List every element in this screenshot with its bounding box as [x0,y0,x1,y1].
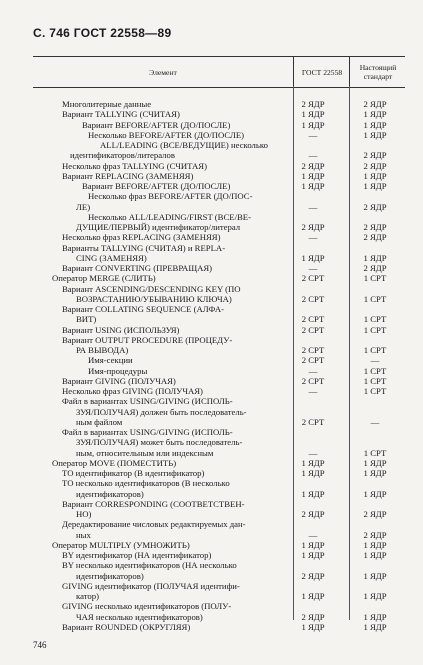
row-gost-value [290,499,336,509]
row-national-value: 1 ЯДР [363,457,387,468]
row-text: ным файлом [76,416,123,427]
row-gost-value: 1 ЯДР [301,119,325,130]
row-national-value [352,581,398,591]
row-text: ЛЕ) [76,201,91,212]
row-gost-value: 1 ЯДР [301,457,325,468]
row-national-value: 1 ЯДР [363,181,387,191]
row-national-value [352,437,398,447]
row-text: GIVING идентификатор (ПОЛУЧАЯ идентифи- [62,580,240,591]
row-national-value: — [370,355,380,366]
row-gost-value [290,191,336,201]
row-national-value: 1 ЯДР [363,539,387,550]
row-text: Вариант CONVERTING (ПРЕВРАЩАЯ) [62,263,213,273]
row-gost-value [290,335,336,345]
row-text: Оператор MOVE (ПОМЕСТИТЬ) [52,457,177,468]
row-national-value [352,212,398,222]
row-text: ТО идентификатор (В идентификатор) [62,468,205,478]
row-national-value [352,407,398,417]
row-gost-value: — [308,201,318,212]
row-gost-value: 2 ЯДР [301,509,325,519]
row-text: ЗУЯ/ПОЛУЧАЯ) может быть последователь- [76,437,243,448]
row-gost-value: — [308,365,318,376]
row-national-value: 1 ЯДР [363,119,387,130]
page-header: С. 746 ГОСТ 22558—89 [33,26,172,40]
row-national-value: 1 СРТ [363,273,387,284]
row-text: Вариант BEFORE/AFTER (ДО/ПОСЛЕ) [82,181,231,191]
row-text: РА ВЫВОДА) [76,345,129,355]
row-text: идентификаторов) [76,570,144,581]
row-text: ДУЩИЕ/ПЕРВЫЙ) идентификатор/литерал [76,222,241,232]
row-gost-value: 2 СРТ [301,345,325,355]
row-text: Несколько фраз BEFORE/AFTER (ДО/ПОС- [88,191,253,202]
row-text: Оператор MERGE (СЛИТЬ) [52,273,156,284]
row-gost-value: — [308,386,318,396]
row-national-value: 1 ЯДР [363,550,387,560]
row-text: Несколько фраз GIVING (ПОЛУЧАЯ) [62,386,203,396]
row-national-value [352,478,398,488]
row-gost-value [290,407,336,417]
row-gost-value: 2 СРТ [301,314,325,325]
row-text: ЗУЯ/ПОЛУЧАЯ) должен быть последователь- [76,406,247,417]
row-gost-value [290,212,336,222]
row-national-value: 1 СРТ [363,447,387,458]
row-gost-value: — [308,529,318,540]
row-national-value: 1 ЯДР [363,170,387,181]
row-gost-value: 1 ЯДР [301,468,325,478]
row-text: Вариант OUTPUT PROCEDURE (ПРОЦЕДУ- [62,334,233,345]
row-national-value [352,601,398,611]
row-text: Вариант CORRESPONDING (СООТВЕТСТВЕН- [62,498,245,509]
row-gost-value: 1 ЯДР [301,550,325,560]
row-text: ВИТ) [76,314,97,325]
row-gost-value: 1 ЯДР [301,621,325,632]
row-national-value [352,284,398,294]
row-national-value: 1 ЯДР [363,591,387,601]
row-gost-value [290,427,336,437]
row-text: Вариант TALLYING (СЧИТАЯ) [62,109,180,120]
row-gost-value [290,140,336,150]
row-gost-value: 1 ЯДР [301,170,325,181]
row-gost-value: 2 ЯДР [301,160,325,171]
row-gost-value: 2 ЯДР [301,570,325,581]
row-text: ЧАЯ несколько идентификаторов) [76,611,203,622]
row-national-value: 1 СРТ [363,365,387,376]
row-national-value: 2 ЯДР [363,201,387,212]
row-national-value [352,427,398,437]
row-text: ВОЗРАСТАНИЮ/УБЫВАНИЮ КЛЮЧА) [76,293,232,304]
row-text: идентификаторов) [76,488,144,499]
row-national-value [352,396,398,406]
row-national-value [352,243,398,253]
column-header-element: Элемент [149,67,177,77]
row-national-value: — [370,416,380,427]
row-text: ным, относительным или индексным [76,447,214,458]
row-gost-value: 1 ЯДР [301,488,325,499]
row-text: Несколько фраз REPLACING (ЗАМЕНЯЯ) [62,232,221,243]
row-national-value: 1 ЯДР [363,468,387,478]
column-header-gost: ГОСТ 22558 [293,57,350,87]
row-national-value: 2 ЯДР [363,160,387,171]
row-text: НО) [76,509,92,519]
row-gost-value: — [308,263,318,273]
row-national-value: 1 СРТ [363,293,387,304]
row-national-value: 1 ЯДР [363,252,387,263]
row-national-value [352,140,398,150]
row-text: ALL/LEADING (ВСЕ/ВЕДУЩИЕ) несколько [100,140,268,150]
row-text: ТО несколько идентификаторов (В несколько [62,478,230,489]
row-text: Несколько BEFORE/AFTER (ДО/ПОСЛЕ) [88,129,245,140]
row-national-value: 1 ЯДР [363,621,387,632]
row-text: CING (ЗАМЕНЯЯ) [76,252,147,263]
row-gost-value [290,601,336,611]
row-national-value: 1 ЯДР [363,570,387,581]
column-header-national: Настоящий стандарт [349,57,406,87]
row-gost-value: 2 СРТ [301,324,325,335]
row-text: Вариант BEFORE/AFTER (ДО/ПОСЛЕ) [82,119,231,130]
row-national-value: 1 ЯДР [363,611,387,622]
row-national-value [352,335,398,345]
row-national-value: 1 ЯДР [363,488,387,499]
row-text: катор) [76,591,99,601]
row-gost-value: 2 СРТ [301,375,325,386]
row-text: BY идентификатор (НА идентификатор) [62,550,212,560]
row-national-value [352,191,398,201]
row-gost-value: — [308,150,318,161]
row-national-value [352,560,398,570]
row-text: Имя-процедуры [88,365,148,376]
row-gost-value: 2 СРТ [301,273,325,284]
row-text: Несколько фраз TALLYING (СЧИТАЯ) [62,160,207,171]
row-national-value: 1 СРТ [363,324,387,335]
row-national-value: 1 ЯДР [363,129,387,140]
row-national-value: 1 ЯДР [363,109,387,120]
row-national-value: 2 ЯДР [363,150,387,161]
row-gost-value: 2 ЯДР [301,222,325,232]
row-gost-value [290,478,336,488]
row-gost-value [290,519,336,529]
row-gost-value: 1 ЯДР [301,109,325,120]
row-national-value: 1 СРТ [363,314,387,325]
row-text: Вариант COLLATING SEQUENCE (АЛФА- [62,304,224,314]
row-national-value: 2 ЯДР [363,263,387,273]
row-text: Вариант GIVING (ПОЛУЧАЯ) [62,375,176,386]
page-number: 746 [33,640,47,650]
row-national-value: 2 ЯДР [363,99,387,109]
row-text: Несколько ALL/LEADING/FIRST (ВСЕ/ВЕ- [88,211,251,222]
row-text: Варианты TALLYING (СЧИТАЯ) и REPLA- [62,242,226,253]
row-national-value [352,499,398,509]
row-national-value: 1 СРТ [363,345,387,355]
row-national-value: 2 ЯДР [363,529,387,540]
row-gost-value [290,243,336,253]
row-gost-value: 1 ЯДР [301,591,325,601]
row-text: Имя-секции [88,355,133,366]
row-text: Файл в вариантах USING/GIVING (ИСПОЛЬ- [62,427,233,437]
row-national-value: 2 ЯДР [363,232,387,243]
row-text: идентификаторов/литералов [70,150,175,161]
row-gost-value [290,304,336,314]
row-national-value [352,519,398,529]
row-national-value: 2 ЯДР [363,509,387,519]
row-gost-value [290,581,336,591]
row-gost-value [290,437,336,447]
row-gost-value: 1 ЯДР [301,252,325,263]
row-gost-value: 2 СРТ [301,293,325,304]
row-text: Вариант USING (ИСПОЛЬЗУЯ) [62,324,180,335]
row-text: Вариант ASCENDING/DESCENDING KEY (ПО [62,283,241,294]
row-text: Многолитерные данные [62,99,152,109]
row-text: Вариант ROUNDED (ОКРУГЛЯЯ) [62,621,191,632]
row-text: Файл в вариантах USING/GIVING (ИСПОЛЬ- [62,396,233,407]
row-text: ных [76,529,91,540]
row-gost-value: 2 СРТ [301,355,325,366]
row-gost-value: 1 ЯДР [301,539,325,550]
row-gost-value: 2 СРТ [301,416,325,427]
row-national-value: 1 СРТ [363,375,387,386]
row-text: Вариант REPLACING (ЗАМЕНЯЯ) [62,170,194,181]
row-gost-value: 2 ЯДР [301,611,325,622]
row-text: GIVING несколько идентификаторов (ПОЛУ- [62,601,232,612]
row-gost-value: — [308,232,318,243]
row-text: BY несколько идентификаторов (НА несколько [62,560,237,571]
row-gost-value: 2 ЯДР [301,99,325,109]
row-gost-value [290,560,336,570]
row-national-value: 1 СРТ [363,386,387,396]
row-text: Оператор MULTIPLY (УМНОЖИТЬ) [52,539,190,550]
row-gost-value: — [308,447,318,458]
row-text: Дередактирование числовых редактируемых дан- [62,519,246,530]
row-national-value [352,304,398,314]
row-national-value: 2 ЯДР [363,222,387,232]
row-gost-value [290,396,336,406]
row-gost-value: 1 ЯДР [301,181,325,191]
row-gost-value [290,284,336,294]
row-gost-value: — [308,129,318,140]
